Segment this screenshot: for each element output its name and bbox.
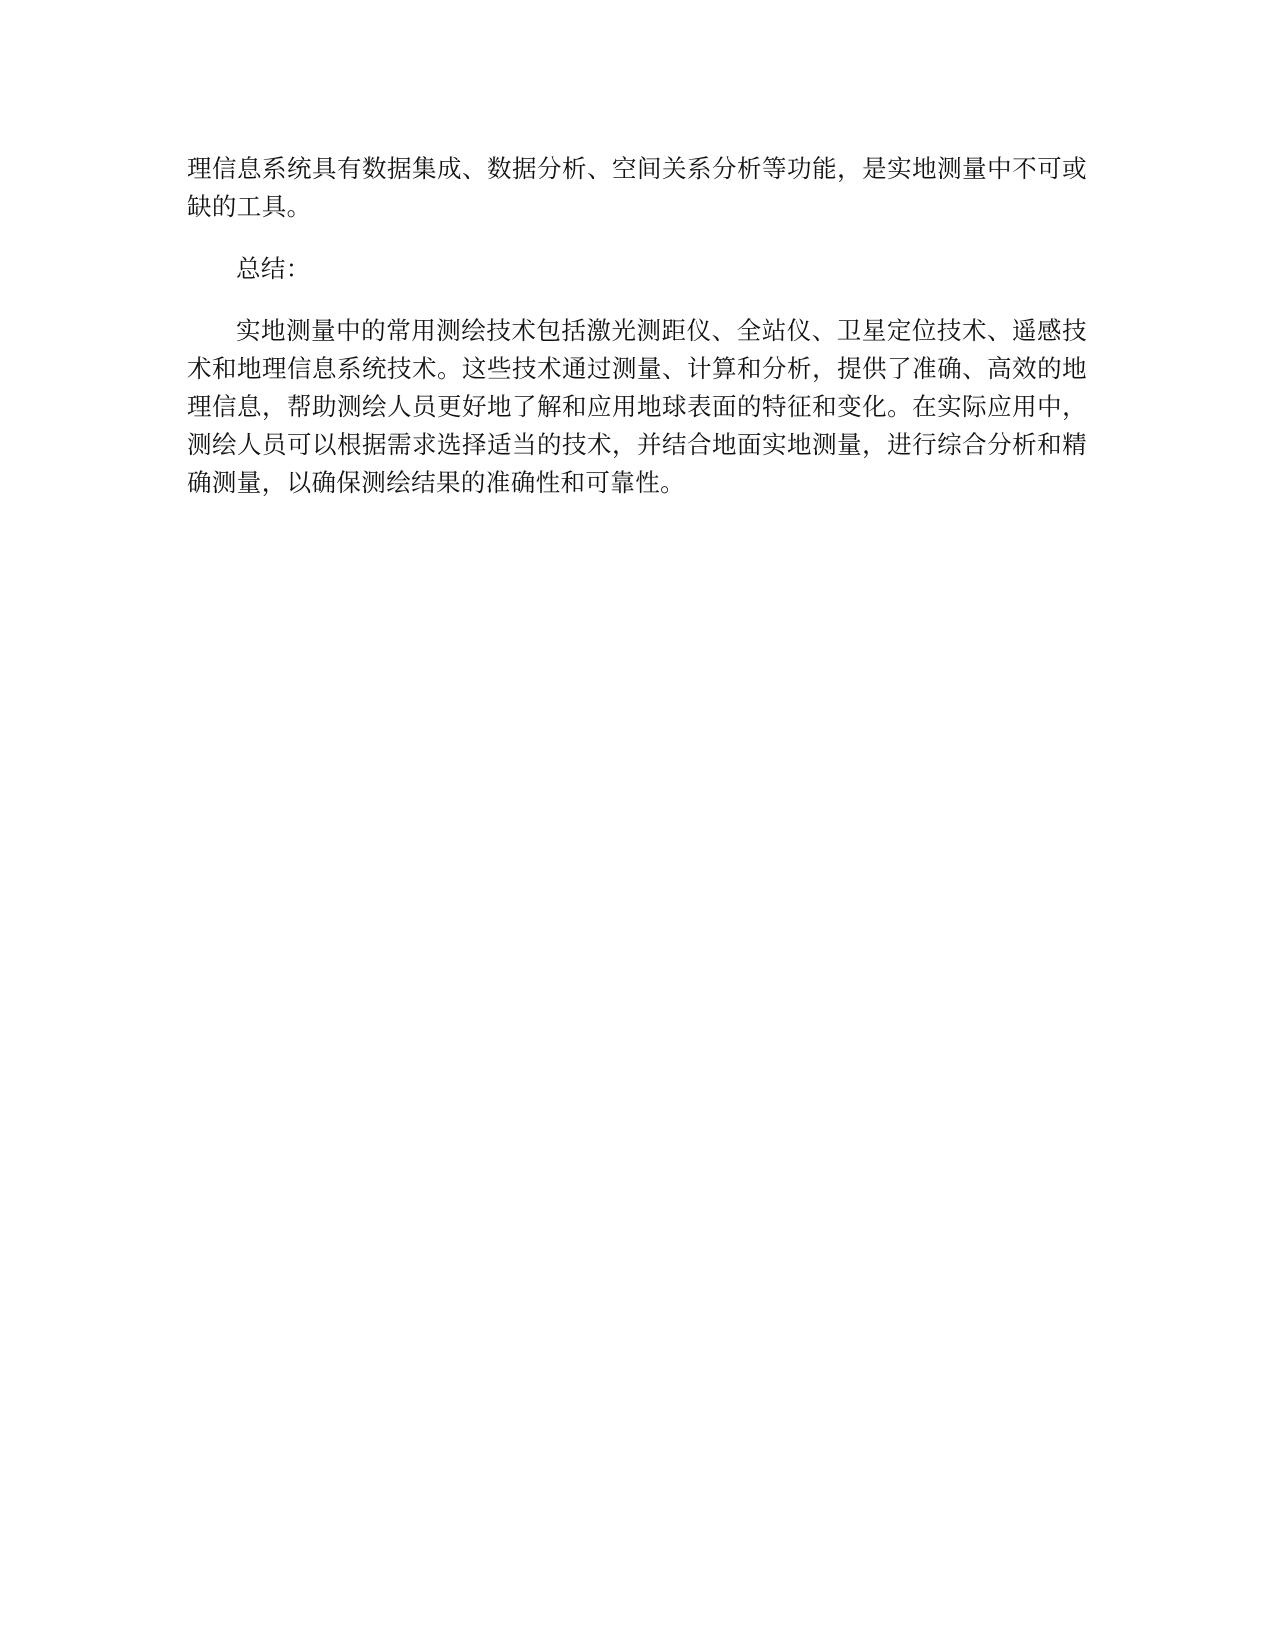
document-body <box>187 150 1087 526</box>
paragraph-summary: 实地测量中的常用测绘技术包括激光测距仪、全站仪、卫星定位技术、遥感技术和地理信息系统技术。这些技术通过测量、计算和分析，提供了准确、高效的地理信息，帮助测绘人员更好地了解和应用地球表面的特征和变化。在实际应用中，测绘人员可以根据需求选择适当的技术，并结合地面实地测量，进行综合分析和精确测量，以确保测绘结果的准确性和可靠性。 <box>187 316 1087 497</box>
summary-heading: 总结： <box>236 254 311 283</box>
paragraph-gis-continuation: 理信息系统具有数据集成、数据分析、空间关系分析等功能，是实地测量中不可或缺的工具。 <box>187 154 1087 221</box>
